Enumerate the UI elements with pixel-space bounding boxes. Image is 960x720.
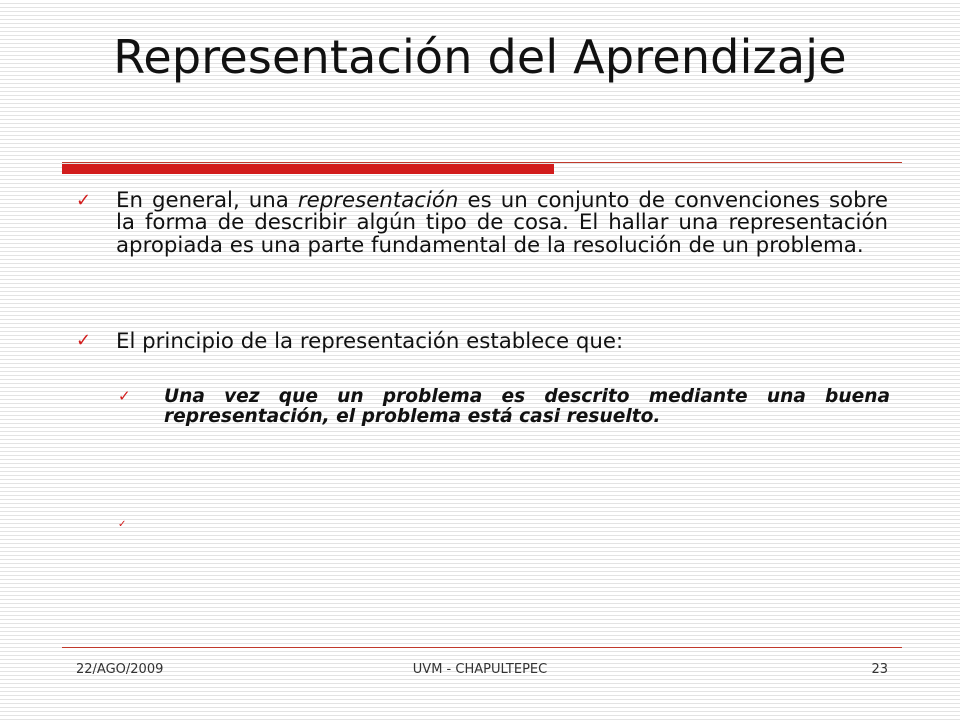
checkmark-bullet-icon: ✓ [118, 387, 131, 405]
footer-institution: UVM - CHAPULTEPEC [412, 662, 548, 677]
title-underline-accent-bar [62, 164, 554, 174]
checkmark-bullet-icon: ✓ [76, 330, 92, 351]
bullet-text-part: es un conjunto de convenciones sobre la forma de describir algún tipo de cosa. El hallar una representación apropiada es una parte fundamental de la resolución de un problema. [116, 188, 888, 258]
slide-title: Representación del Aprendizaje [113, 30, 847, 84]
sub-bullet-principle-statement [118, 387, 890, 426]
title-underline-thin [62, 162, 902, 163]
bullet-text-part: En general, una [116, 188, 298, 213]
bullet-text: El principio de la representación establece que: [116, 329, 624, 354]
footer-page-number: 23 [871, 662, 888, 677]
emphasized-term: representación [297, 188, 459, 213]
checkmark-bullet-icon: ✓ [118, 519, 127, 530]
empty-sub-bullet [118, 520, 158, 530]
footer-date: 22/AGO/2009 [76, 662, 164, 677]
sub-bullet-text: Una vez que un problema es descrito mediante una buena representación, el problema está casi resuelto. [164, 386, 890, 427]
checkmark-bullet-icon: ✓ [76, 190, 92, 211]
bullet-representation-definition [76, 190, 890, 257]
footer-divider [62, 647, 902, 648]
bullet-principle-intro [76, 330, 890, 353]
bullet-text [116, 190, 888, 257]
